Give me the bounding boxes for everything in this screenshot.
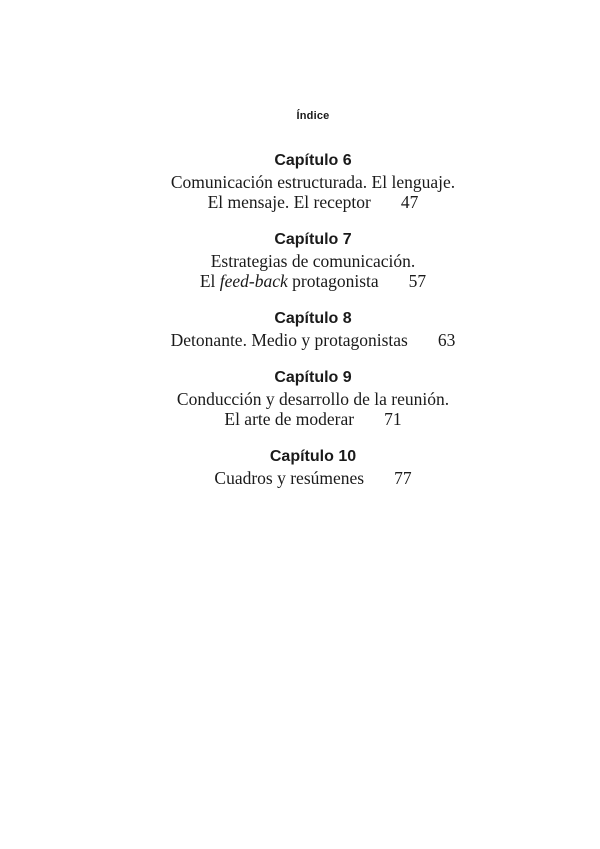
entry-title-text: Cuadros y resúmenes: [214, 468, 365, 488]
toc-entry-chapter-10: [0, 446, 600, 488]
entry-title-text: El arte de moderar: [224, 409, 355, 429]
toc-entry-chapter-6: [0, 150, 600, 212]
toc-entry-chapter-9: [0, 367, 600, 429]
entry-title-text: protagonista: [287, 271, 379, 291]
chapter-title: Capítulo 6: [274, 152, 352, 169]
index-heading: Índice: [296, 110, 330, 122]
page-number: 47: [400, 192, 419, 212]
entry-title-italic: feed-back: [219, 271, 288, 291]
entry-title-line: Estrategias de comunicación.: [210, 251, 416, 271]
page-number: 77: [394, 468, 412, 488]
page-number: 71: [384, 409, 402, 429]
page-number: 57: [408, 271, 427, 291]
chapter-title: Capítulo 9: [274, 369, 352, 386]
toc-entry-chapter-8: [0, 308, 600, 350]
entry-title-line: Comunicación estructurada. El lenguaje.: [170, 172, 456, 192]
entry-title-text: El: [199, 271, 220, 291]
entry-title-text: Detonante. Medio y protagonistas: [170, 330, 408, 350]
page-number: 63: [437, 330, 456, 350]
entry-title-line: Conducción y desarrollo de la reunión.: [176, 389, 450, 409]
entry-title-line: [0, 468, 600, 488]
entry-title-line: [0, 271, 600, 291]
chapter-title: Capítulo 10: [269, 448, 357, 465]
table-of-contents: [0, 150, 600, 505]
entry-title-line: [0, 192, 600, 212]
chapter-title: Capítulo 7: [274, 231, 352, 248]
entry-title-line: [0, 330, 600, 350]
entry-title-text: El mensaje. El receptor: [207, 192, 371, 212]
entry-title-line: [0, 409, 600, 429]
toc-entry-chapter-7: [0, 229, 600, 291]
chapter-title: Capítulo 8: [274, 310, 352, 327]
